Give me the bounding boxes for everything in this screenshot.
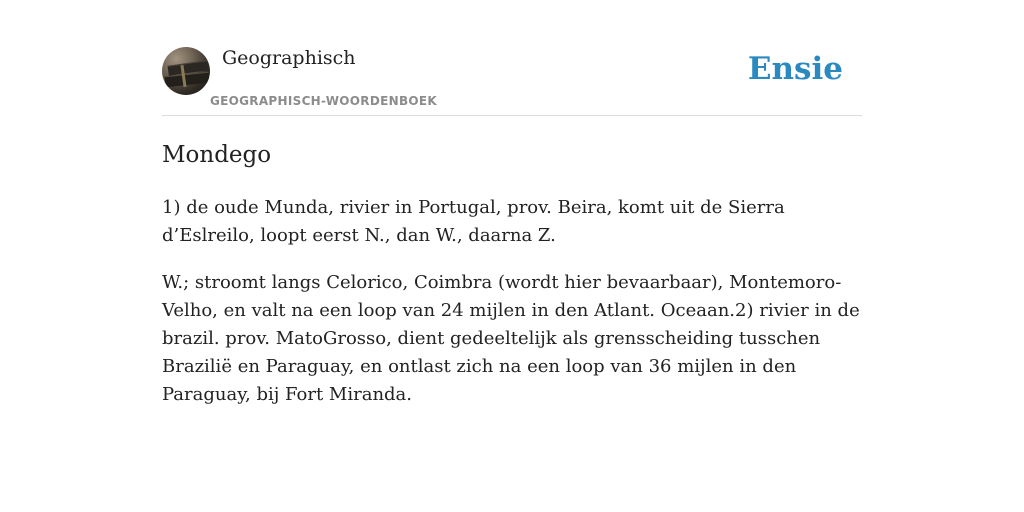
article-paragraph: 1) de oude Munda, rivier in Portugal, prov. Beira, komt uit de Sierra d’Eslreilo, loopt eerst N., dan W., daarna Z. xyxy=(162,197,785,246)
site-subtitle-link[interactable]: GEOGRAPHISCH-WOORDENBOEK xyxy=(210,94,437,108)
site-header xyxy=(162,0,862,116)
avatar[interactable] xyxy=(162,47,210,95)
article-title: Mondego xyxy=(162,142,272,168)
article-paragraph: W.; stroomt langs Celorico, Coimbra (wordt hier bevaarbaar), Montemoro-Velho, en valt na een loop van 24 mijlen in den Atlant. Oceaan.2) rivier in de brazil. prov. MatoGrosso, dient gedeeltelijk als grensscheiding tusschen Brazilië en Paraguay, en ontlast zich na een loop van 36 mijlen in den Paraguay, bij Fort Miranda. xyxy=(162,272,860,405)
site-name-link[interactable]: Geographisch xyxy=(222,47,356,69)
brand-logo-link[interactable]: Ensie xyxy=(747,51,843,87)
page-container xyxy=(162,0,862,409)
